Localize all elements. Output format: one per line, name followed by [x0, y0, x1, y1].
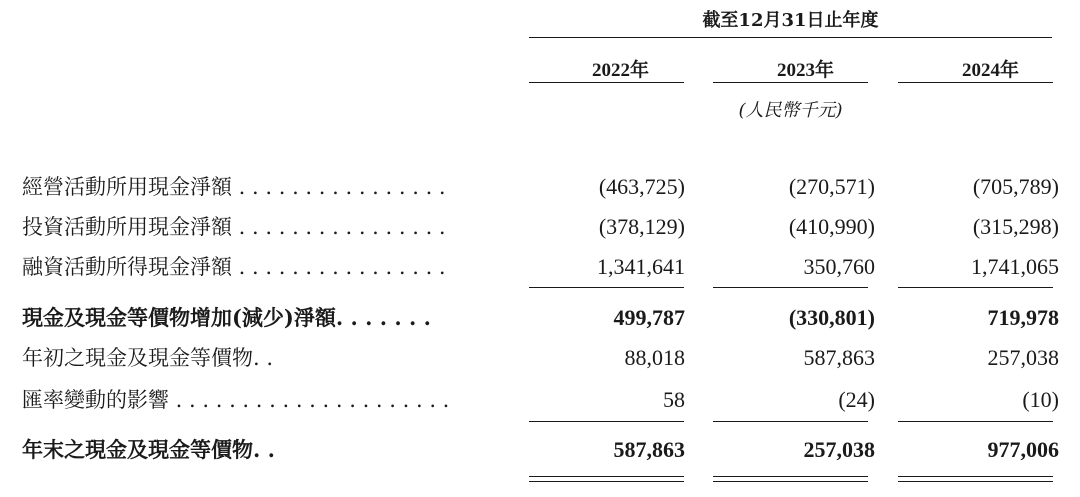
value-2023: (330,801) — [788, 305, 875, 330]
row-label: 融資活動所得現金淨額 . . . . . . . . . . . . . . . . — [22, 255, 446, 279]
table-row-total — [0, 430, 1080, 470]
table-row — [0, 207, 1080, 247]
table-row-subtotal — [0, 298, 1080, 338]
value-2024: 977,006 — [987, 437, 1059, 462]
value-2024: (705,789) — [972, 174, 1059, 199]
value-2024: (10) — [1022, 387, 1059, 412]
year-header-2024: 2024年 — [961, 60, 1019, 81]
value-2024: 257,038 — [987, 345, 1059, 370]
value-2023: (270,571) — [788, 174, 875, 199]
double-rule — [713, 476, 868, 477]
value-2022: 587,863 — [613, 437, 685, 462]
unit-label: (人民幣千元) — [738, 100, 843, 121]
value-2023: 350,760 — [803, 254, 875, 279]
period-divider — [529, 37, 1052, 38]
row-label: 年初之現金及現金等價物. . — [22, 346, 274, 370]
double-rule — [898, 481, 1053, 482]
row-label: 經營活動所用現金淨額 . . . . . . . . . . . . . . . . — [22, 175, 446, 199]
value-2022: (463,725) — [598, 174, 685, 199]
subtotal-rule — [529, 287, 684, 288]
year-underline — [713, 82, 868, 83]
value-2023: 587,863 — [803, 345, 875, 370]
year-underline — [898, 82, 1053, 83]
value-2024: 719,978 — [987, 305, 1059, 330]
value-2023: (410,990) — [788, 214, 875, 239]
value-2023: (24) — [838, 387, 875, 412]
total-rule — [713, 421, 868, 422]
year-underline — [529, 82, 684, 83]
subtotal-rule — [713, 287, 868, 288]
row-label: 投資活動所用現金淨額 . . . . . . . . . . . . . . . . — [22, 215, 446, 239]
year-header-2023: 2023年 — [776, 60, 834, 81]
value-2022: 88,018 — [624, 345, 685, 370]
total-rule — [529, 421, 684, 422]
value-2022: 1,341,641 — [597, 254, 685, 279]
value-2023: 257,038 — [803, 437, 875, 462]
table-row — [0, 338, 1080, 378]
value-2024: 1,741,065 — [971, 254, 1059, 279]
row-label: 匯率變動的影響 . . . . . . . . . . . . . . . . . . . . . — [22, 388, 450, 412]
value-2022: 499,787 — [613, 305, 685, 330]
row-label: 現金及現金等價物增加(減少)淨額. . . . . . . — [22, 305, 431, 330]
total-rule — [898, 421, 1053, 422]
double-rule — [898, 476, 1053, 477]
value-2024: (315,298) — [972, 214, 1059, 239]
period-heading: 截至12月31日止年度 — [702, 10, 879, 31]
row-label: 年末之現金及現金等價物. . — [22, 437, 275, 462]
table-row — [0, 380, 1080, 420]
subtotal-rule — [898, 287, 1053, 288]
value-2022: 58 — [663, 387, 685, 412]
year-header-2022: 2022年 — [591, 60, 649, 81]
double-rule — [529, 481, 684, 482]
value-2022: (378,129) — [598, 214, 685, 239]
table-row — [0, 247, 1080, 287]
double-rule — [713, 481, 868, 482]
double-rule — [529, 476, 684, 477]
table-row — [0, 167, 1080, 207]
